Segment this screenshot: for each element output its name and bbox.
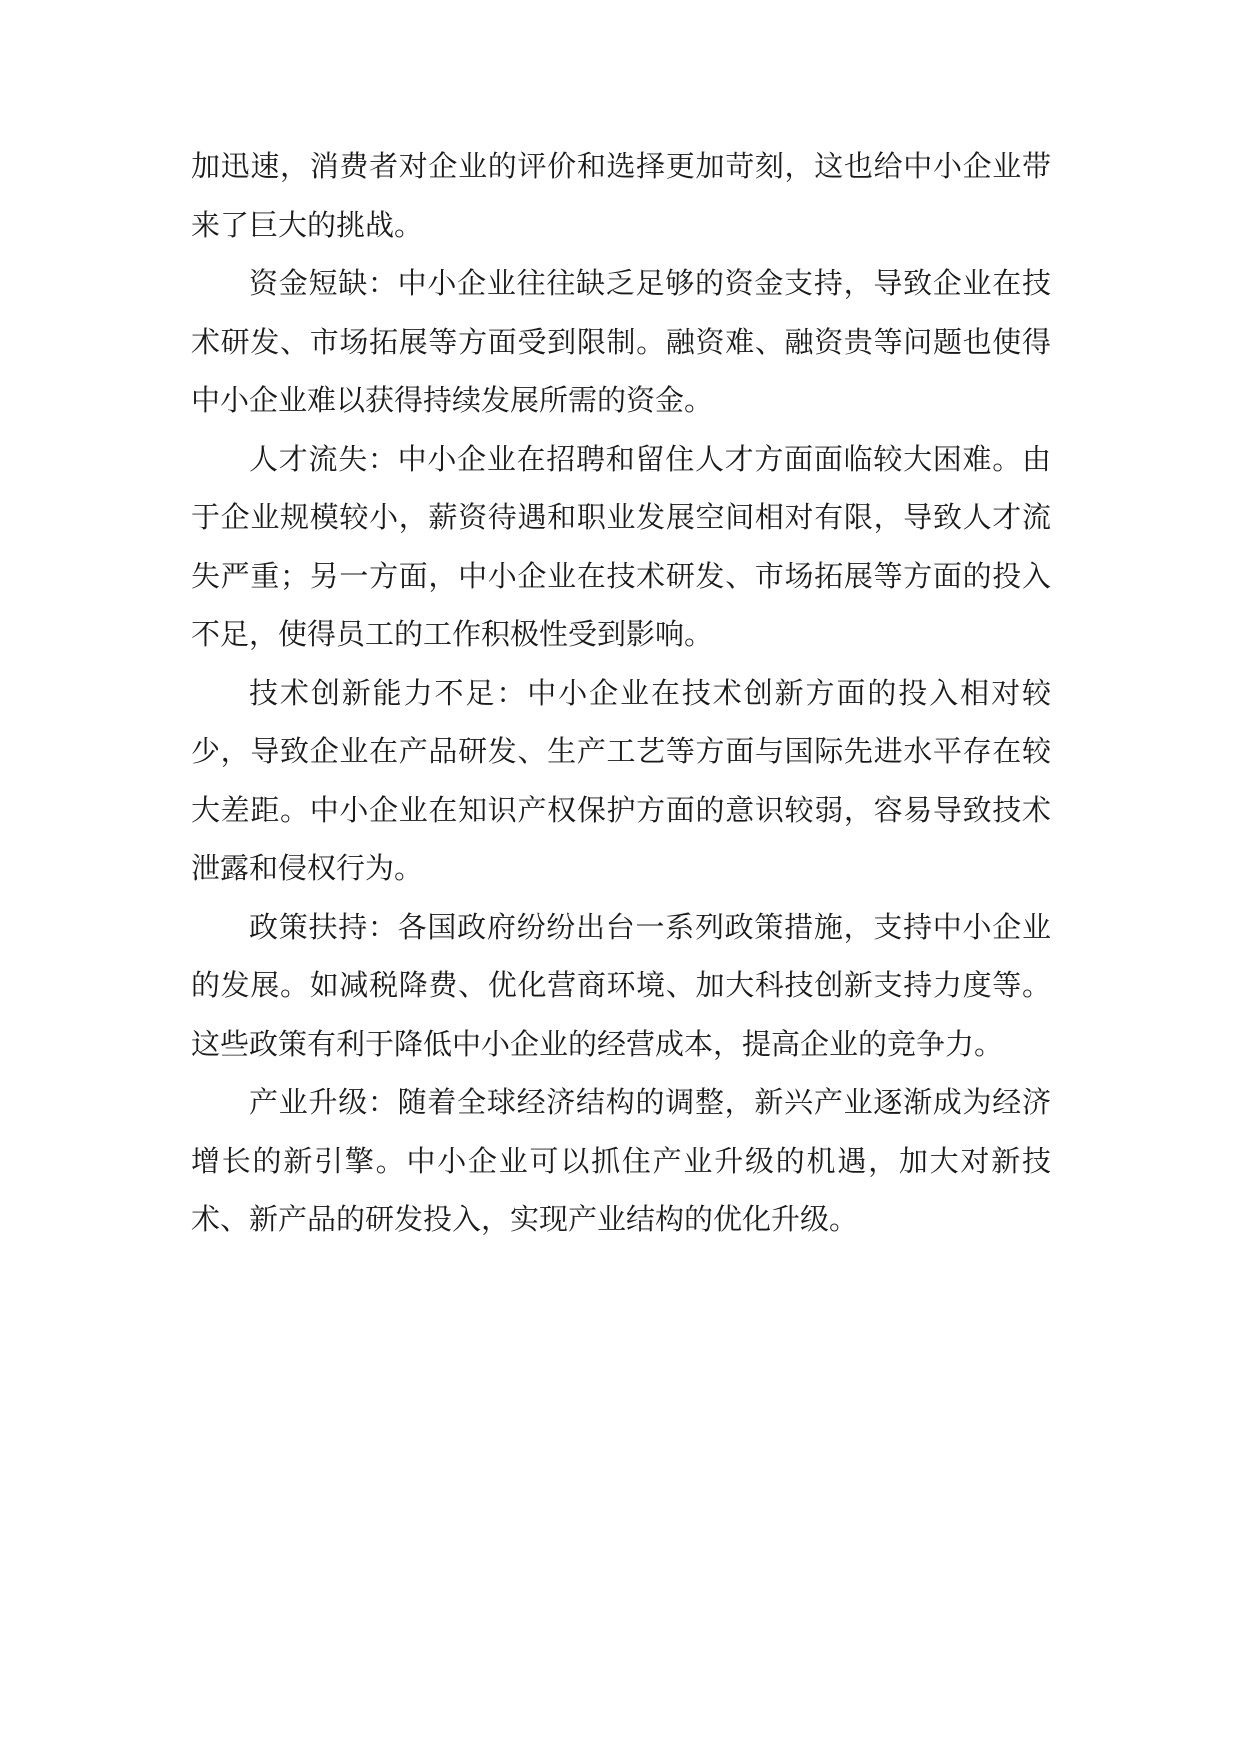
paragraph-continuation: 加迅速，消费者对企业的评价和选择更加苛刻，这也给中小企业带来了巨大的挑战。 [191, 149, 1051, 242]
document-body [191, 137, 1051, 1249]
paragraph-policy-support: 政策扶持：各国政府纷纷出台一系列政策措施，支持中小企业的发展。如减税降费、优化营商环境、加大科技创新支持力度等。这些政策有利于降低中小企业的经营成本，提高企业的竞争力。 [191, 909, 1051, 1061]
paragraph-industry-upgrade: 产业升级：随着全球经济结构的调整，新兴产业逐渐成为经济增长的新引擎。中小企业可以抓住产业升级的机遇，加大对新技术、新产品的研发投入，实现产业结构的优化升级。 [191, 1085, 1051, 1236]
paragraph-talent-loss: 人才流失：中小企业在招聘和留住人才方面面临较大困难。由于企业规模较小，薪资待遇和职业发展空间相对有限，导致人才流失严重；另一方面，中小企业在技术研发、市场拓展等方面的投入不足，使得员工的工作积极性受到影响。 [191, 441, 1051, 651]
paragraph-funding-shortage: 资金短缺：中小企业往往缺乏足够的资金支持，导致企业在技术研发、市场拓展等方面受到限制。融资难、融资贵等问题也使得中小企业难以获得持续发展所需的资金。 [191, 266, 1051, 417]
paragraph-innovation-capability: 技术创新能力不足：中小企业在技术创新方面的投入相对较少，导致企业在产品研发、生产工艺等方面与国际先进水平存在较大差距。中小企业在知识产权保护方面的意识较弱，容易导致技术泄露和侵权行为。 [191, 675, 1051, 885]
